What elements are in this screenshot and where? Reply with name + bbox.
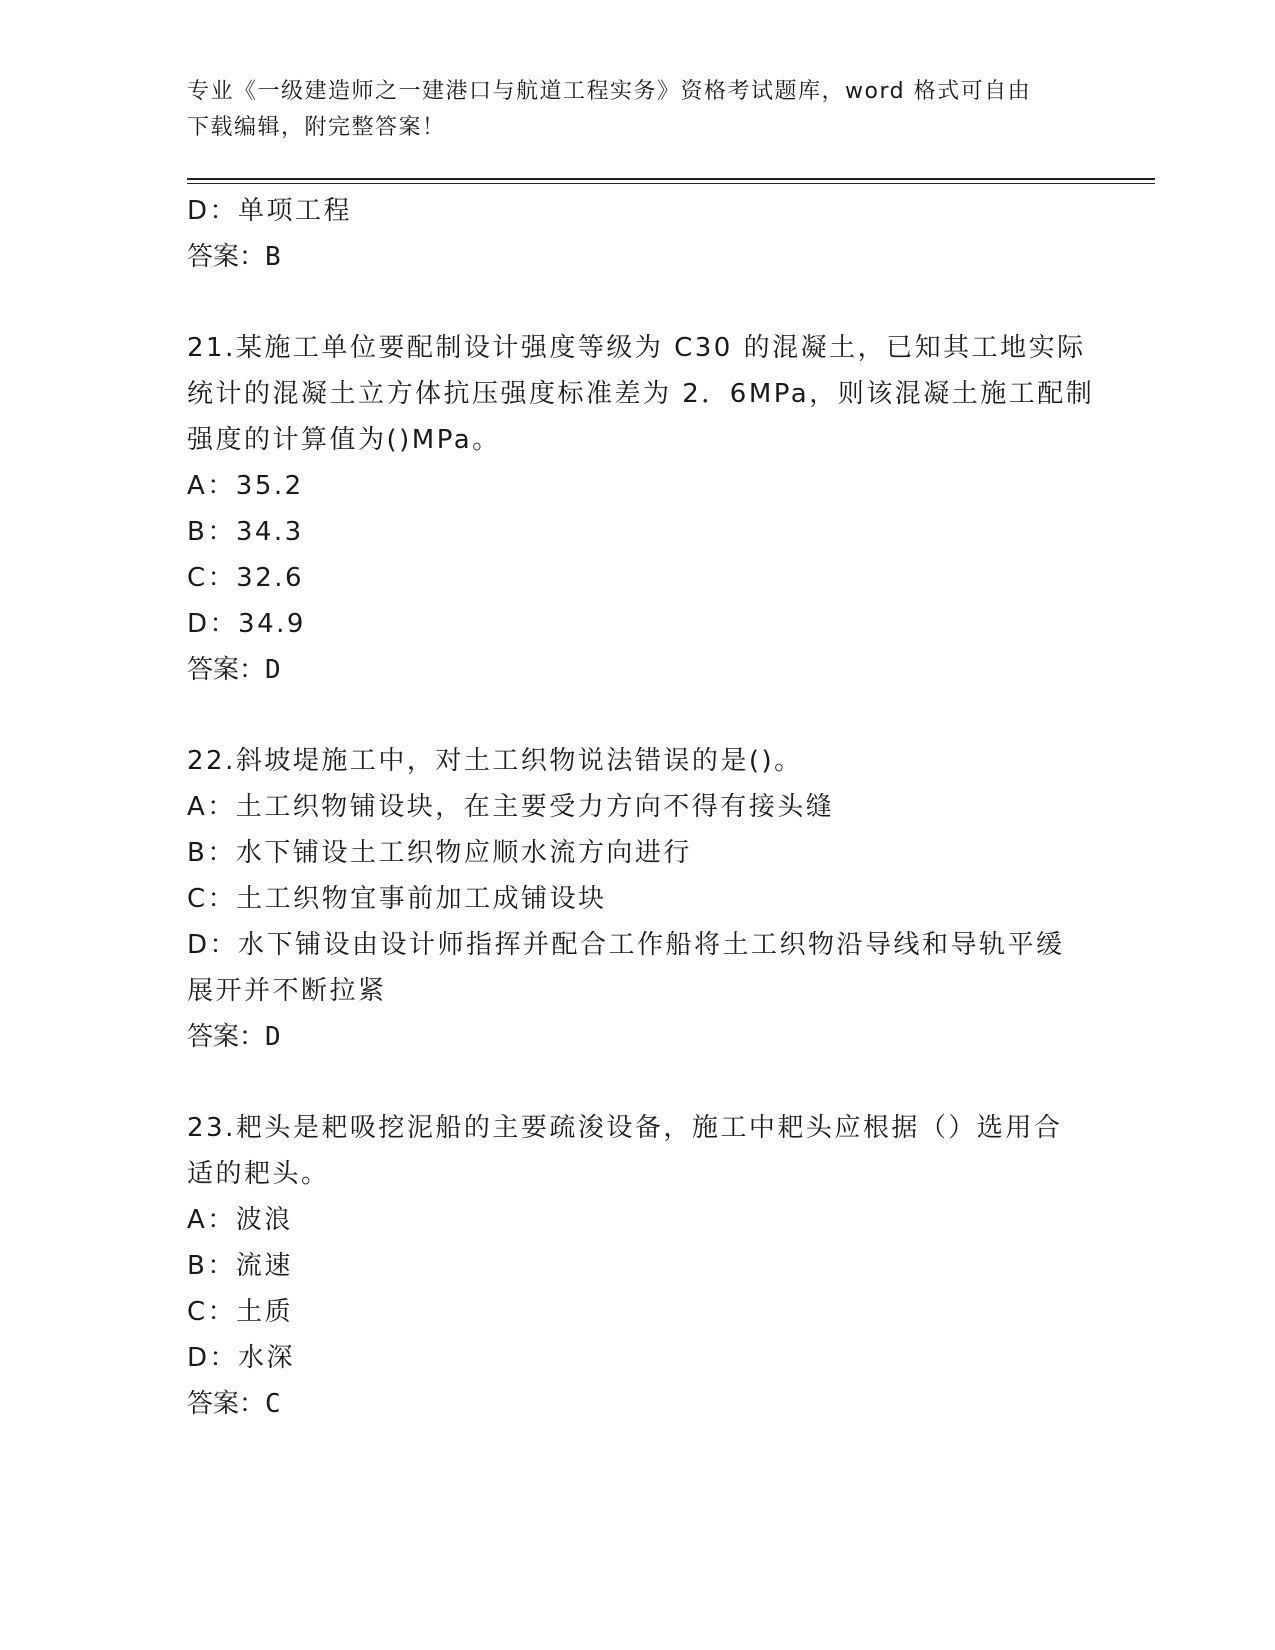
question-text-line: 22.斜坡堤施工中，对土工织物说法错误的是()。 (187, 746, 803, 776)
option-d: D：水深 (187, 1343, 296, 1373)
option-c: C：32.6 (187, 563, 305, 593)
answer: 答案：D (187, 655, 281, 685)
question-text-line: 21.某施工单位要配制设计强度等级为 C30 的混凝土，已知其工地实际 (187, 333, 1086, 363)
header-line-1: 专业《一级建造师之一建港口与航道工程实务》资格考试题库，word 格式可自由 (187, 79, 1032, 104)
option-d-continued: 展开并不断拉紧 (187, 976, 387, 1006)
question-22 (187, 738, 1087, 1060)
answer: 答案：B (187, 242, 281, 272)
header-divider-thin (187, 183, 1155, 184)
question-text-line: 23.耙头是耙吸挖泥船的主要疏浚设备，施工中耙头应根据（）选用合 (187, 1113, 1063, 1143)
answer: 答案：C (187, 1389, 281, 1419)
answer: 答案：D (187, 1022, 281, 1052)
option-c: C：土工织物宜事前加工成铺设块 (187, 884, 607, 914)
option-a: A：土工织物铺设块，在主要受力方向不得有接头缝 (187, 792, 835, 822)
option-c: C：土质 (187, 1297, 294, 1327)
option-b: B：流速 (187, 1251, 293, 1281)
question-21 (187, 325, 1095, 693)
option-a: A：波浪 (187, 1205, 293, 1235)
option-d: D：水下铺设由设计师指挥并配合工作船将土工织物沿导线和导轨平缓 (187, 930, 1065, 960)
option-a: A：35.2 (187, 471, 304, 501)
document-body (187, 188, 1095, 1427)
option-d: D：34.9 (187, 609, 306, 639)
question-text-line: 强度的计算值为()MPa。 (187, 425, 501, 455)
question-text-line: 统计的混凝土立方体抗压强度标准差为 2．6MPa，则该混凝土施工配制 (187, 379, 1095, 409)
option-b: B：水下铺设土工织物应顺水流方向进行 (187, 838, 692, 868)
option-b: B：34.3 (187, 517, 304, 547)
header-line-2: 下载编辑，附完整答案！ (187, 115, 446, 140)
page-header (187, 74, 1067, 146)
header-divider-thick (187, 178, 1155, 180)
question-23 (187, 1105, 1087, 1427)
option-d: D：单项工程 (187, 196, 353, 226)
question-text-line: 适的耙头。 (187, 1159, 330, 1189)
